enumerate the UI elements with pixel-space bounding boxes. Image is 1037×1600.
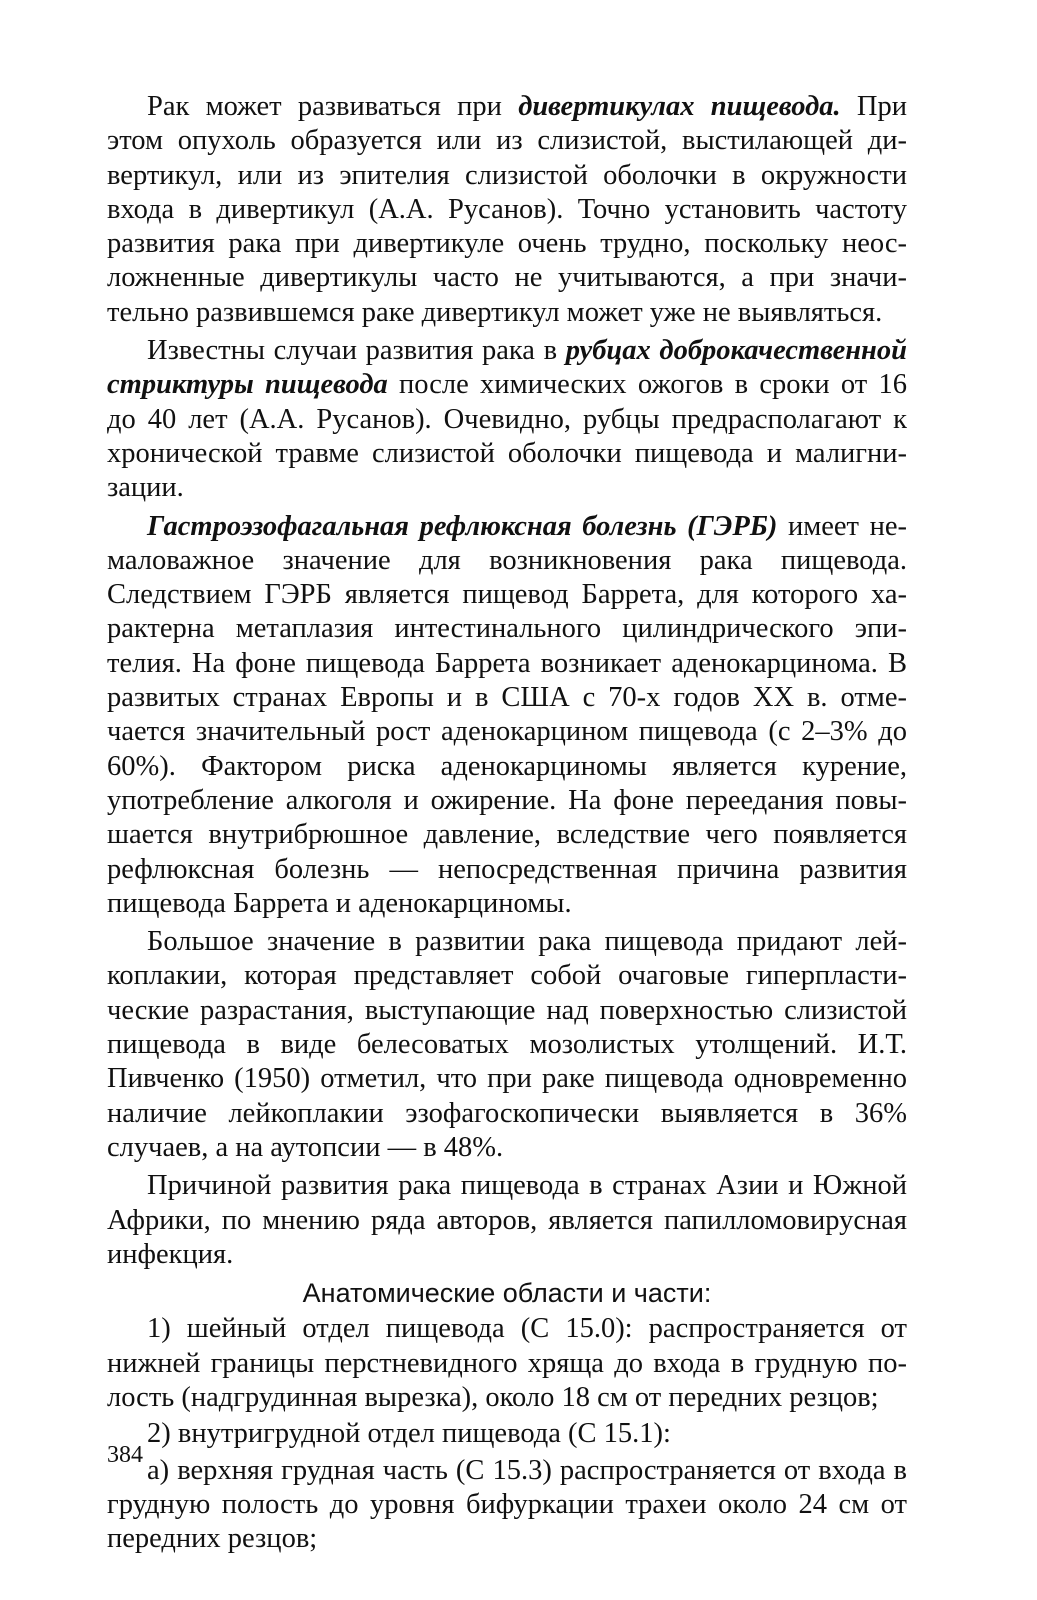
- list-item-upper-thoracic: а) верхняя грудная часть (С 15.3) распространяется от входа в грудную полость до уровня бифуркации трахеи около 24 см от передних резцов;: [107, 1454, 907, 1555]
- emphasis-term: рубцах доброкачественной стриктуры пищевода: [107, 335, 907, 401]
- list-item-cervical: 1) шейный отдел пищевода (С 15.0): распространяется от нижней границы перстневидного хряща до входа в грудную полость (надгрудинная вырезка), около 18 см от передних резцов;: [107, 1313, 907, 1413]
- paragraph-gerd: [107, 510, 907, 922]
- paragraph-text: Рак может развиваться при: [147, 91, 519, 122]
- paragraph-diverticula: [107, 90, 907, 330]
- paragraph-text: Известны случаи развития рака в: [147, 335, 566, 367]
- section-heading: Анатомические области и части:: [302, 1278, 712, 1309]
- paragraph-scars: [107, 334, 907, 505]
- book-page: [107, 90, 907, 1556]
- paragraph-text: после химических ожогов в сроки от 16 до 40 лет (А.А. Русанов). Очевидно, рубцы предрасполагают к хронической травме слизистой оболочки пищевода и малигнизации.: [107, 369, 907, 504]
- paragraph-papilloma: [107, 1169, 907, 1272]
- paragraph-text: При этом опухоль образуется или из слизистой, выстилающей дивертикул, или из эпителия слизистой оболочки в окружности входа в дивертикул (А.А. Русанов). Точно установить частоту развития рака при дивертикуле очень трудно, поскольку неосложненные дивертикулы часто не учитываются, а при значительно развившемся раке дивертикул может уже не выявляться.: [107, 91, 907, 328]
- paragraph-text: Причиной развития рака пищевода в странах Азии и Южной Африки, по мнению ряда авторов, является папилломовирусная инфекция.: [107, 1170, 907, 1270]
- paragraph-text: имеет немаловажное значение для возникновения рака пищевода. Следствием ГЭРБ является пищевод Баррета, для которого характерна метаплазия интестинального цилиндрического эпителия. На фоне пищевода Баррета возникает аденокарцинома. В развитых странах Европы и в США с 70-х годов XX в. отмечается значительный рост аденокарцином пищевода (с 2–3% до 60%). Фактором риска аденокарциномы является курение, употребление алкоголя и ожирение. На фоне переедания повышается внутрибрюшное давление, вследствие чего появляется рефлюксная болезнь — непосредственная причина развития пищевода Баррета и аденокарциномы.: [107, 510, 907, 919]
- list-item-intrathoracic: 2) внутригрудной отдел пищевода (С 15.1):: [147, 1418, 671, 1450]
- paragraph-text: Большое значение в развитии рака пищевода придают лейкоплакии, которая представляет собой очаговые гиперпластические разрастания, выступающие над поверхностью слизистой пищевода в виде белесоватых мозолистых утолщений. И.Т. Пивченко (1950) отметил, что при раке пищевода одновременно наличие лейкоплакии эзофагоскопически выявляется в 36% случаев, а на аутопсии — в 48%.: [107, 926, 907, 1163]
- page-number: 384: [107, 1442, 143, 1468]
- paragraph-leukoplakia: [107, 925, 907, 1165]
- emphasis-term: Гастроэзофагальная рефлюксная болезнь (ГЭРБ): [147, 510, 778, 542]
- emphasis-term: дивертикулах пищевода.: [518, 91, 841, 122]
